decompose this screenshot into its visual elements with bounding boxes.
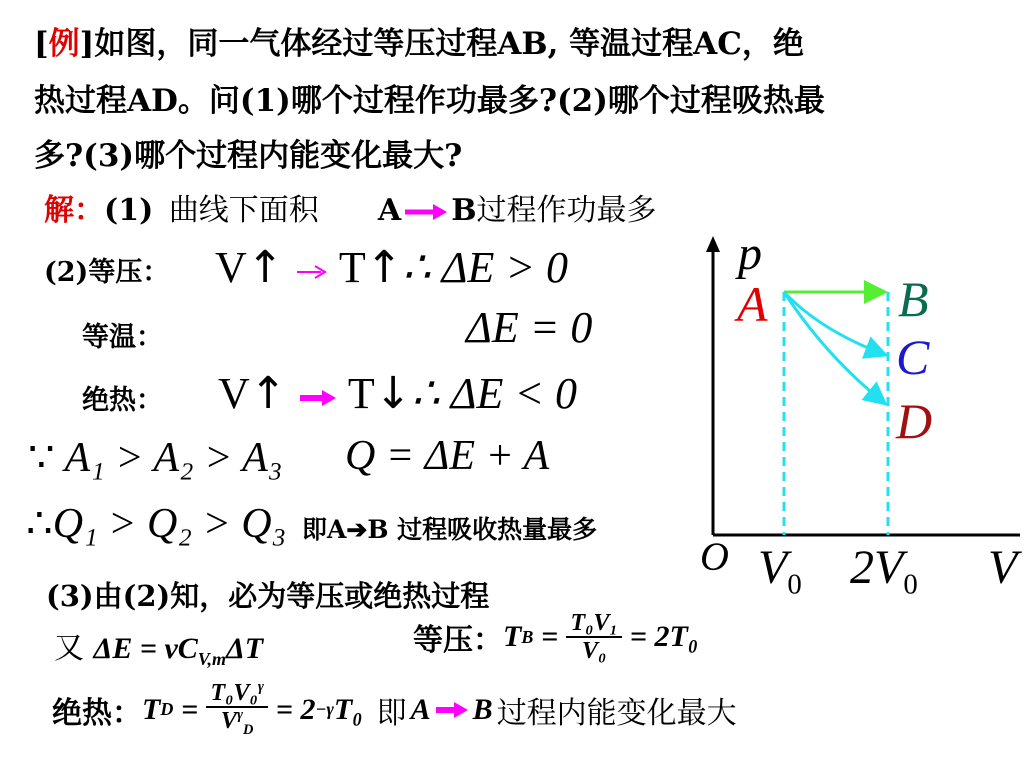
heat-result: 即A➔B 过程吸收热量最多	[302, 515, 598, 544]
part1-num: (1)	[104, 193, 154, 228]
origin-label: O	[700, 534, 729, 579]
dE-sub: V,m	[197, 649, 226, 669]
adiabatic2-label: 绝热：	[52, 695, 142, 731]
first-law: Q = ΔE + A	[345, 433, 550, 479]
TD-den-sub: D	[242, 722, 254, 739]
TB-rhs: = 2T₀	[629, 620, 699, 654]
heat-order-line	[26, 498, 286, 548]
TB-eq: =	[541, 620, 559, 654]
TB-fraction	[566, 610, 621, 665]
problem-line-2: 热过程AD。问(1)哪个过程作功最多?(2)哪个过程吸热最	[34, 83, 825, 119]
part1-arrow-icon	[403, 202, 449, 222]
point-A-label: A	[737, 276, 768, 332]
adiabatic-V: V	[218, 369, 250, 418]
because-symbol: ∵	[28, 435, 55, 481]
part1-line	[44, 185, 657, 229]
part1-text: 曲线下面积	[168, 193, 319, 228]
adiabatic-T: T	[347, 369, 375, 418]
point-B-label: B	[898, 271, 929, 327]
isotherm-AC	[784, 292, 883, 354]
isobaric-conclusion: ∴ ΔE > 0	[402, 243, 569, 292]
part1-result: 过程作功最多	[476, 193, 657, 228]
point-D-label: D	[896, 393, 933, 449]
up-arrow-icon-2: ↑	[365, 242, 403, 293]
TD-num-sup: γ	[257, 679, 264, 695]
isobaric-T: T	[338, 243, 366, 292]
TD-num-base: T₀V₀	[210, 680, 258, 706]
TD-rhs-tail: T₀	[333, 692, 363, 726]
up-arrow-icon-3: ↑	[249, 368, 287, 419]
problem-tag: 例	[48, 26, 80, 62]
TD-fraction	[206, 680, 267, 739]
tick-V0-sub: 0	[787, 568, 802, 601]
adiabatic-label: 绝热：	[82, 385, 163, 416]
dE-formula: ΔE = νC	[93, 632, 198, 665]
down-arrow-icon: ↓	[374, 368, 412, 419]
p-axis-arrowhead	[706, 236, 720, 252]
point-C-label: C	[896, 329, 930, 385]
TD-den-base: V	[220, 708, 237, 735]
TB-num: T₀V₁	[566, 610, 621, 638]
TD-num	[206, 680, 267, 708]
dE-line	[54, 623, 263, 670]
adiabatic-expr	[218, 368, 577, 419]
final-B: B	[472, 692, 493, 726]
also-text: 又	[54, 631, 84, 666]
isobaric-expr	[215, 242, 568, 293]
TD-rhs-sup: −γ	[315, 699, 334, 720]
isothermal-conclusion: ΔE = 0	[466, 303, 593, 352]
tick-2V0	[850, 540, 918, 602]
adiabatic-conclusion: ∴ ΔE < 0	[411, 369, 578, 418]
problem-tag-open: [	[34, 26, 49, 62]
TD-den	[217, 708, 257, 739]
part3-line: (3)由(2)知，必为等压或绝热过程	[46, 579, 490, 613]
axis-p-label: p	[738, 227, 762, 280]
TD-lhs-sub: D	[160, 699, 174, 720]
solution-label: 解：	[44, 193, 104, 228]
part2-label: (2)等压：	[44, 257, 170, 288]
final-arrow-icon	[434, 700, 470, 720]
final-A: A	[410, 692, 431, 726]
up-arrow-icon: ↑	[246, 242, 284, 293]
work-order: A₁ > A₂ > A₃	[64, 435, 283, 481]
thin-arrow-icon	[295, 262, 329, 282]
TB-line	[413, 610, 698, 665]
TD-line	[52, 680, 737, 739]
final-prefix: 即	[376, 695, 407, 731]
problem-line-1	[34, 18, 804, 63]
part1-B: B	[451, 193, 477, 228]
problem-line-3: 多?(3)哪个过程内能变化最大?	[34, 138, 463, 174]
TD-den-sup: γ	[236, 707, 243, 724]
TD-eq: =	[181, 692, 199, 726]
part1-A: A	[377, 193, 402, 228]
TB-lhs-sub: B	[521, 626, 534, 647]
tick-2V0-sub: 0	[903, 568, 918, 601]
isobaric-V: V	[215, 243, 247, 292]
tick-V0	[758, 540, 802, 602]
axis-V-label: V	[988, 541, 1018, 594]
TD-lhs: T	[142, 692, 161, 726]
heat-order: Q₁ > Q₂ > Q₃	[52, 501, 287, 547]
TB-den: V₀	[581, 638, 607, 665]
isobaric2-label: 等压：	[413, 623, 503, 659]
dE-tail: ΔT	[225, 632, 264, 665]
bold-arrow-icon	[298, 388, 338, 408]
final-text: 过程内能变化最大	[496, 695, 737, 731]
therefore-symbol: ∴	[26, 501, 53, 547]
TD-rhs: = 2	[275, 692, 316, 726]
problem-text-1: 如图，同一气体经过等压过程AB, 等温过程AC，绝	[94, 26, 804, 62]
tick-V0-base: V	[758, 541, 788, 594]
TB-lhs: T	[503, 620, 522, 654]
tick-2V0-base: 2V	[850, 541, 904, 594]
problem-tag-close: ]	[79, 26, 95, 62]
isothermal-label: 等温：	[82, 322, 163, 353]
work-order-line	[28, 432, 282, 482]
